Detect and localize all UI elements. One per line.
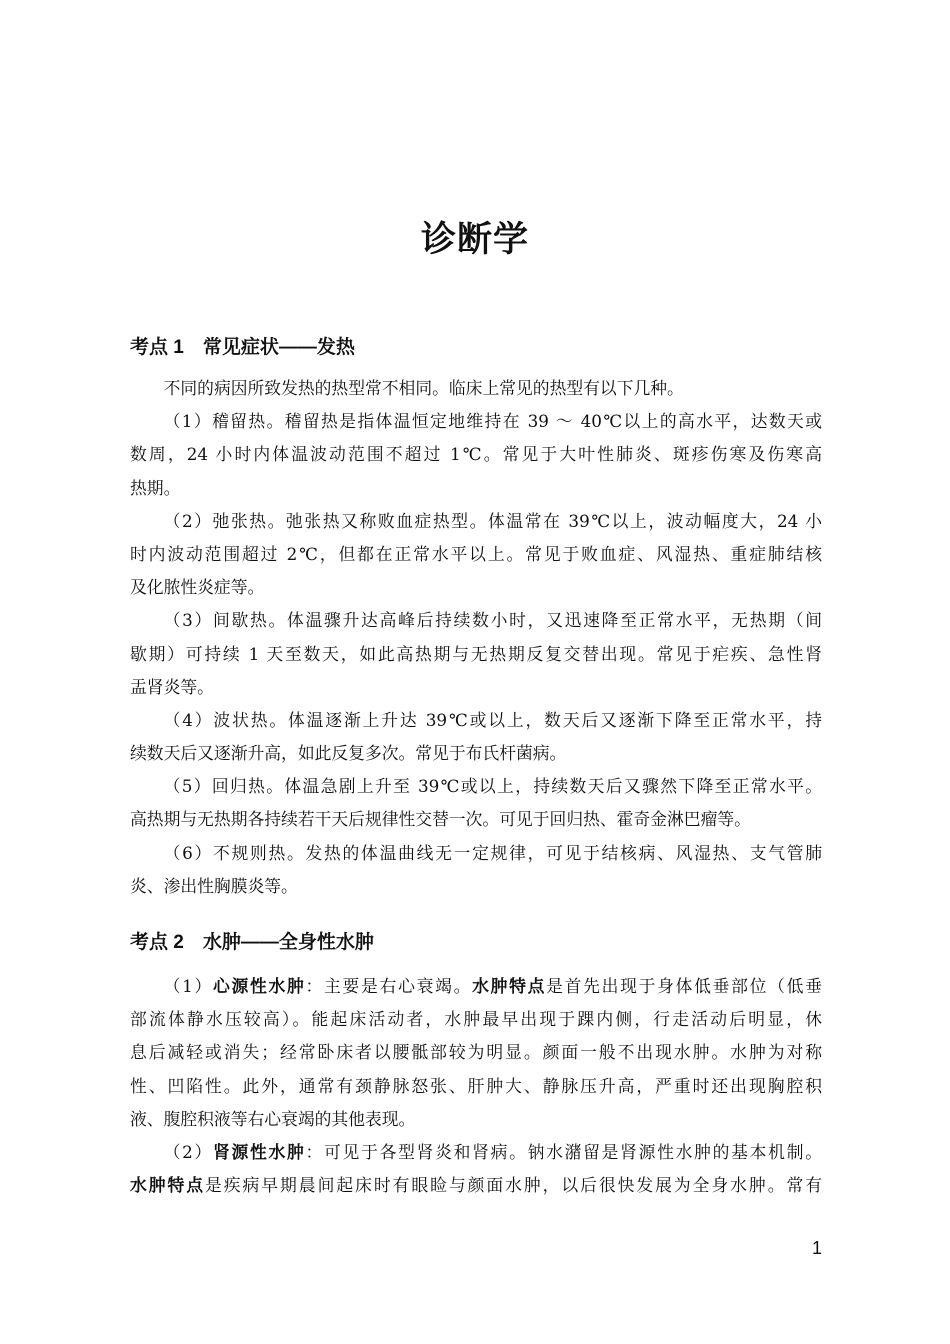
body-line	[130, 405, 822, 438]
text-run: ：主要是右心衰竭。	[305, 976, 473, 996]
body-line	[130, 737, 822, 770]
body-line	[130, 1169, 822, 1202]
text-run: 数周，24 小时内体温波动范围不超过 1℃。常见于大叶性肺炎、斑疹伤寒及伤寒高	[130, 444, 822, 465]
text-run: 时内波动范围超过 2℃，但都在正常水平以上。常见于败血症、风湿热、重症肺结核	[130, 543, 822, 564]
section-2-body	[130, 970, 822, 1202]
body-line	[130, 1003, 822, 1036]
bold-term: 水肿特点	[130, 1176, 206, 1196]
text-run: 炎、渗出性胸膜炎等。	[130, 875, 298, 896]
paragraph	[130, 770, 822, 836]
text-run: ：可见于各型肾炎和肾病。钠水潴留是肾源性水肿的基本机制。	[305, 1141, 822, 1162]
text-run: 不同的病因所致发热的热型常不相同。临床上常见的热型有以下几种。	[163, 378, 684, 398]
text-run: （2）	[163, 1141, 214, 1162]
paragraph	[130, 704, 822, 770]
paragraph	[130, 604, 822, 704]
text-run: 盂肾炎等。	[130, 676, 214, 697]
text-run: 是疾病早期晨间起床时有眼睑与颜面水肿，以后很快发展为全身水肿。常有	[205, 1175, 822, 1196]
body-line	[130, 870, 822, 903]
paragraph	[130, 837, 822, 903]
body-line	[130, 571, 822, 604]
body-line	[130, 671, 822, 704]
page-number: 1	[811, 1238, 822, 1258]
text-run: 性、凹陷性。此外，通常有颈静脉怒张、肝肿大、静脉压升高，严重时还出现胸腔积	[130, 1075, 822, 1096]
paragraph	[130, 372, 822, 405]
body-line	[130, 704, 822, 737]
bold-term: 心源性水肿	[213, 977, 306, 996]
body-line	[130, 1136, 822, 1169]
body-line	[130, 438, 822, 471]
body-line	[130, 638, 822, 671]
text-run: 部流体静水压较高）。能起床活动者，水肿最早出现于踝内侧，行走活动后明显，休	[130, 1009, 822, 1030]
section-1-heading: 考点 1 常见症状——发热	[130, 337, 355, 358]
text-run: （2）弛张热。弛张热又称败血症热型。体温常在 39℃以上，波动幅度大，24 小	[163, 510, 822, 531]
text-run: （6）不规则热。发热的体温曲线无一定规律，可见于结核病、风湿热、支气管肺	[163, 842, 822, 863]
text-run: 续数天后又逐渐升高，如此反复多次。常见于布氏杆菌病。	[130, 743, 567, 764]
text-run: 息后减轻或消失；经常卧床者以腰骶部较为明显。颜面一般不出现水肿。水肿为对称	[130, 1042, 822, 1063]
body-line	[130, 505, 822, 538]
text-run: 高热期与无热期各持续若干天后规律性交替一次。可见于回归热、霍奇金淋巴瘤等。	[130, 809, 751, 830]
body-line	[130, 803, 822, 836]
body-line	[130, 770, 822, 803]
body-line	[130, 472, 822, 505]
text-run: （5）回归热。体温急剧上升至 39℃或以上，持续数天后又骤然下降至正常水平。	[163, 776, 822, 797]
body-line	[130, 538, 822, 571]
text-run: （3）间歇热。体温骤升达高峰后持续数小时，又迅速降至正常水平，无热期（间	[163, 610, 822, 631]
paragraph	[130, 505, 822, 605]
text-run: （4）波状热。体温逐渐上升达 39℃或以上，数天后又逐渐下降至正常水平，持	[163, 709, 822, 730]
text-run: 热期。	[130, 477, 181, 498]
body-line	[130, 1103, 822, 1136]
text-run: 是首先出现于身体低垂部位（低垂	[546, 976, 822, 996]
text-run: 歇期）可持续 1 天至数天，如此高热期与无热期反复交替出现。常见于疟疾、急性肾	[130, 643, 822, 664]
body-line	[130, 372, 822, 405]
body-line	[130, 1036, 822, 1069]
section-1-body	[130, 372, 822, 903]
paragraph	[130, 405, 822, 505]
text-run: （1）稽留热。稽留热是指体温恒定地维持在 39 ～ 40℃以上的高水平，达数天或	[163, 411, 822, 432]
bold-term: 水肿特点	[472, 977, 547, 996]
section-2-heading: 考点 2 水肿——全身性水肿	[130, 932, 374, 953]
paragraph	[130, 970, 822, 1136]
bold-term: 肾源性水肿	[213, 1142, 306, 1162]
text-run: 及化脓性炎症等。	[130, 577, 265, 598]
text-run: 液、腹腔积液等右心衰竭的其他表现。	[130, 1108, 416, 1129]
body-line	[130, 1070, 822, 1103]
paragraph	[130, 1136, 822, 1202]
body-line	[130, 970, 822, 1003]
text-run: （1）	[163, 976, 214, 996]
body-line	[130, 604, 822, 637]
body-line	[130, 837, 822, 870]
page-title: 诊断学	[420, 220, 529, 259]
